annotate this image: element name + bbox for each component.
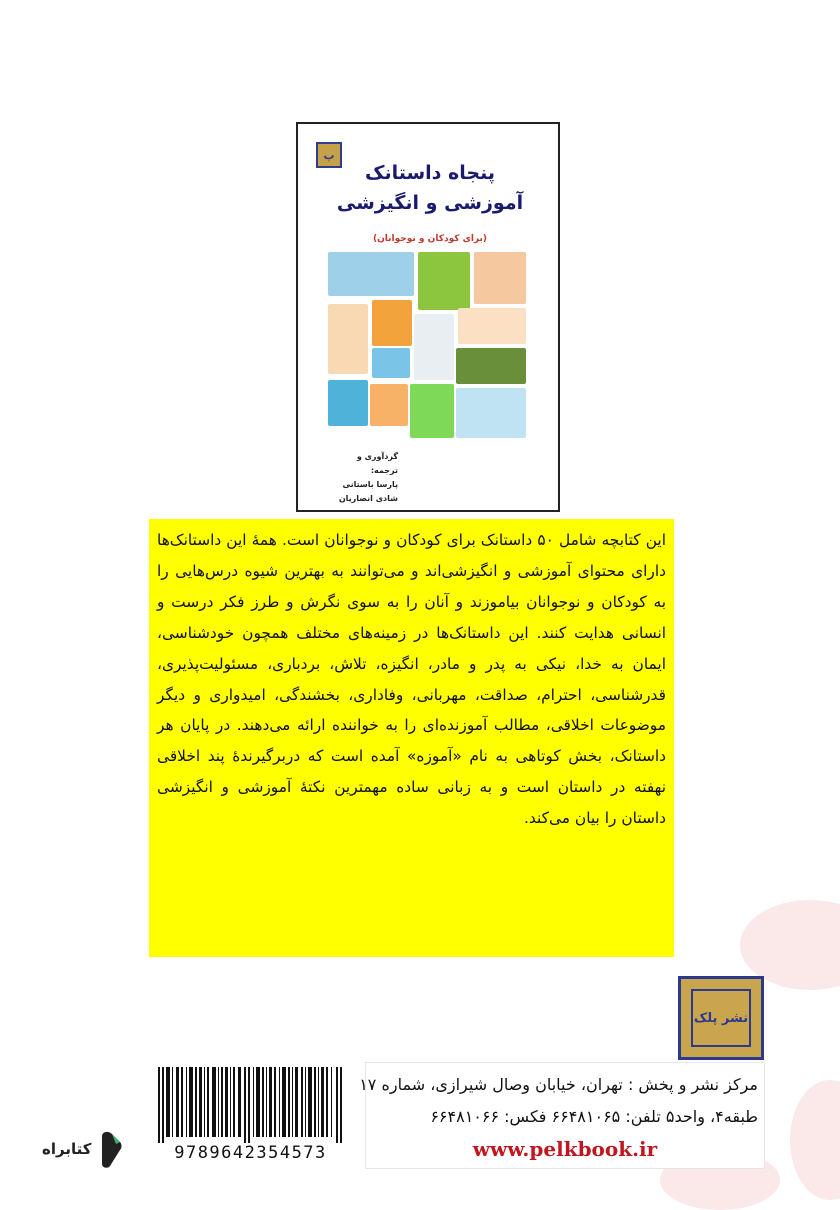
store-logo-icon xyxy=(98,1130,124,1170)
illustration-island xyxy=(328,380,368,426)
book-description: این کتابچه شامل ۵۰ داستانک برای کودکان و نوجوانان است. همهٔ این داستانک‌ها دارای محتوای آموزشی و انگیزشی‌اند و می‌توانند به بهترین شیوه درس‌هایی را به کودکان و نوجوانان بیاموزند و آنان را به سوی نگرش و طرز فکر درست و انسانی هدایت کنند. این داستانک‌ها در زمینه‌های مختلف همچون خودشناسی، ایمان به خدا، نیکی به پدر و مادر، انگیزه، تلاش، بردباری، مسئولیت‌پذیری، قدرشناسی، احترام، صداقت، مهربانی، وفاداری، بخشندگی، امیدواری و دیگر موضوعات اخلاقی، مطالب آموزنده‌ای را به خواننده ارائه می‌دهند. در پایان هر داستانک، بخش کوتاهی به نام «آموزه» آمده است که دربرگیرندهٔ پند اخلاقی نهفته در داستان است و به زبانی ساده مهمترین نکتهٔ آموزشی و انگیزشی داستان را بیان می‌کند. xyxy=(149,519,674,957)
publisher-info-box xyxy=(359,1062,765,1169)
illustration-doctor xyxy=(414,314,454,380)
illustration-cat xyxy=(372,300,412,346)
watermark-petal xyxy=(790,1080,840,1200)
store-logo xyxy=(42,1128,124,1172)
illustration-boy-slingshot xyxy=(474,252,526,304)
cover-title-line2: آموزشی و انگیزشی xyxy=(336,192,524,214)
isbn-barcode xyxy=(152,1063,349,1168)
illustration-family xyxy=(372,348,410,378)
illustration-frog xyxy=(410,384,454,438)
illustration-children xyxy=(458,308,526,344)
publisher-website-link[interactable]: www.pelkbook.ir xyxy=(472,1137,658,1161)
book-cover-thumbnail xyxy=(296,122,560,512)
illustration-ship xyxy=(370,384,408,426)
illustration-boy-sad xyxy=(328,304,368,374)
illustration-boar xyxy=(456,348,526,384)
cover-title-line1: پنجاه داستانک xyxy=(365,162,495,184)
publisher-address: مرکز نشر و پخش : تهران، خیابان وصال شیرازی، شماره ۱۷ xyxy=(359,1075,758,1094)
illustration-tree xyxy=(418,252,470,310)
credit-author-1: پارسا باستانی xyxy=(342,480,398,489)
isbn-number: 9789642354573 xyxy=(174,1143,327,1163)
credit-author-2: شادی انصاریان xyxy=(338,494,398,503)
credit-label: گردآوری و ترجمه: xyxy=(356,452,398,475)
cover-publisher-logo: پ xyxy=(316,142,342,168)
cover-credits xyxy=(328,450,398,506)
cover-illustration-collage xyxy=(328,252,526,442)
illustration-street-scene xyxy=(328,252,414,296)
barcode-bars-icon xyxy=(158,1067,342,1143)
cover-subtitle: (برای کودکان و نوجوانان) xyxy=(373,234,487,244)
publisher-logo-mark: نشر پلک xyxy=(691,989,751,1047)
store-logo-text: کتابراه xyxy=(42,1140,92,1158)
illustration-runner xyxy=(456,388,526,438)
publisher-phones: طبقه۴، واحد۵ تلفن: ۶۶۴۸۱۰۶۵ فکس: ۶۶۴۸۱۰۶۶ xyxy=(430,1107,758,1126)
publisher-logo xyxy=(678,976,764,1060)
